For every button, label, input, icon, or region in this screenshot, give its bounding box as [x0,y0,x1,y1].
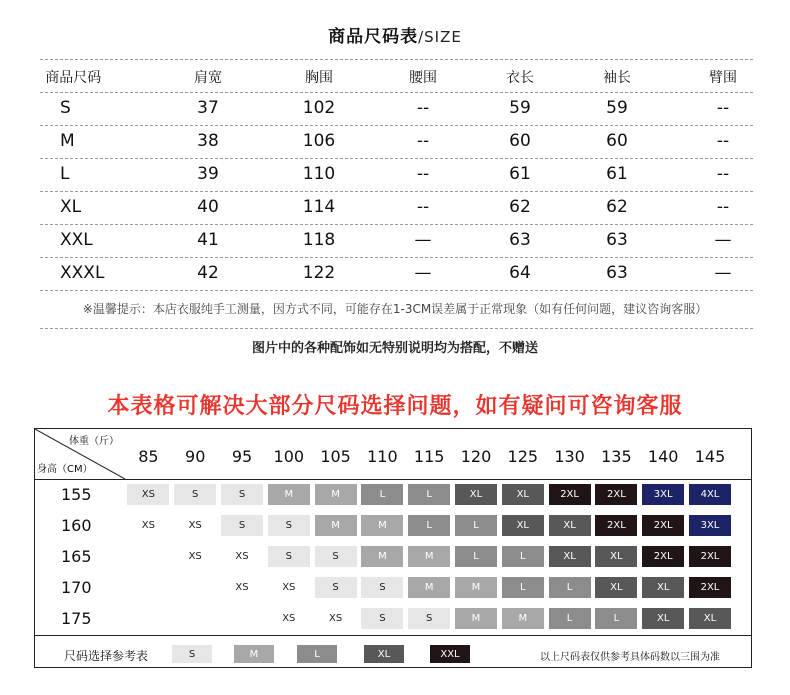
height-label: 175 [61,609,92,628]
legend-swatch: M [234,645,274,663]
size-value: 62 [509,197,531,217]
size-cell: XL [549,546,591,567]
header-cell: 臂围 [709,70,737,86]
legend-swatch: L [297,645,337,663]
size-row [40,127,753,160]
size-cell: XL [595,546,637,567]
size-label: S [60,98,71,118]
size-value: -- [416,131,430,151]
weight-header: 120 [460,447,492,466]
weight-header: 125 [507,447,539,466]
legend-note: 以上尺码表仅供参考具体码数以三围为准 [540,652,720,663]
size-value: 41 [197,230,219,250]
row-divider [40,125,753,126]
size-cell: XL [455,484,497,505]
size-table-title-cn: 商品尺码表 [328,27,419,47]
size-value: 114 [302,197,336,217]
header-cell: 商品尺码 [45,70,102,86]
size-cell: L [455,546,497,567]
size-cell: M [408,577,450,598]
size-cell: XS [221,577,263,598]
size-cell: L [408,484,450,505]
size-value: 40 [197,197,219,217]
row-divider [40,257,753,258]
size-value: 61 [509,164,531,184]
size-table-title-en: /SIZE [418,28,462,46]
size-label: XXXL [60,263,105,283]
header-cell: 腰围 [409,70,437,86]
size-cell: 2XL [689,546,731,567]
size-value: 59 [509,98,531,118]
size-cell: L [502,577,544,598]
size-cell: M [315,484,357,505]
size-cell: XL [595,577,637,598]
weight-header: 100 [273,447,305,466]
size-cell: XS [315,608,357,629]
size-cell: M [315,515,357,536]
size-cell: 2XL [595,515,637,536]
size-cell: M [268,484,310,505]
size-value: -- [716,131,730,151]
size-value: 60 [509,131,531,151]
header-cell: 袖长 [603,70,631,86]
size-cell: L [549,577,591,598]
size-cell: M [361,546,403,567]
size-cell: 2XL [642,546,684,567]
height-label: 160 [61,516,92,535]
size-label: L [60,164,70,184]
grid-corner [35,429,125,479]
size-cell: 3XL [642,484,684,505]
size-value: — [414,230,432,250]
row-divider [40,224,753,225]
header-cell: 衣长 [506,70,534,86]
size-value: 63 [606,263,628,283]
weight-header: 145 [694,447,726,466]
legend-swatch: XXL [430,645,470,663]
size-cell: M [455,608,497,629]
size-label: XL [60,197,82,217]
size-value: 38 [197,131,219,151]
size-cell: S [315,546,357,567]
size-cell: XS [174,515,216,536]
weight-header: 105 [320,447,351,466]
grid-header-line [35,479,751,480]
weight-header: 140 [647,447,679,466]
height-label: 155 [61,485,92,504]
size-cell: S [408,608,450,629]
size-value: -- [716,98,730,118]
headline: 本表格可解决大部分尺码选择问题，如有疑问可咨询客服 [107,394,683,419]
size-value: — [714,230,732,250]
height-label: 170 [61,578,92,597]
weight-header: 130 [554,447,585,466]
size-cell: S [174,484,216,505]
size-cell: S [315,577,357,598]
weight-header: 95 [231,447,253,466]
size-value: 61 [606,164,628,184]
size-value: 39 [197,164,219,184]
size-cell: M [502,608,544,629]
size-value: -- [716,197,730,217]
size-cell: XL [549,515,591,536]
size-cell: 2XL [642,515,684,536]
height-label: 165 [61,547,92,566]
size-cell: 3XL [689,515,731,536]
legend-swatch: S [172,645,212,663]
size-value: 122 [302,263,336,283]
size-value: 62 [606,197,628,217]
note-divider [40,328,753,329]
size-cell: S [268,515,310,536]
size-value: 64 [509,263,531,283]
size-cell: S [221,484,263,505]
size-label: XXL [60,230,93,250]
size-cell: XS [127,515,169,536]
size-value: 59 [606,98,628,118]
size-value: -- [716,164,730,184]
size-value: -- [416,197,430,217]
height-axis-label: 身高（CM） [37,464,93,475]
size-cell: 2XL [549,484,591,505]
size-value: — [414,263,432,283]
legend-swatch: XL [364,645,404,663]
weight-header: 115 [413,447,445,466]
size-cell: M [361,515,403,536]
size-cell: XS [268,608,310,629]
size-cell: 4XL [689,484,731,505]
size-cell: XS [268,577,310,598]
size-row [40,193,753,226]
size-label: M [60,131,75,151]
size-cell: XL [642,608,684,629]
size-cell: L [502,546,544,567]
size-value: 110 [302,164,336,184]
legend-label: 尺码选择参考表 [64,649,149,663]
header-cell: 肩宽 [194,70,222,86]
size-cell: XL [642,577,684,598]
size-cell: L [595,608,637,629]
size-value: 37 [197,98,219,118]
size-cell: XS [127,484,169,505]
weight-header: 110 [367,447,398,466]
weight-axis-label: 体重（斤） [69,436,119,447]
size-cell: S [361,577,403,598]
size-value: 118 [302,230,336,250]
size-cell: M [455,577,497,598]
size-cell: S [268,546,310,567]
size-value: 102 [302,98,336,118]
size-cell: XL [689,608,731,629]
size-value: -- [416,164,430,184]
weight-header: 135 [601,447,632,466]
size-value: -- [416,98,430,118]
size-table-header [40,62,753,95]
size-table-title [0,22,790,47]
size-cell: S [361,608,403,629]
size-value: 63 [509,230,531,250]
size-cell: 2XL [595,484,637,505]
size-value: 60 [606,131,628,151]
size-cell: L [549,608,591,629]
size-value: 63 [606,230,628,250]
grid-footer-line [35,635,751,636]
size-cell: M [408,546,450,567]
size-value: 42 [197,263,219,283]
size-cell: L [361,484,403,505]
size-row [40,160,753,193]
row-divider [40,59,753,60]
size-row [40,259,753,292]
size-row [40,94,753,127]
weight-header: 85 [138,447,159,466]
header-cell: 胸围 [305,70,333,86]
size-cell: L [408,515,450,536]
size-row [40,226,753,259]
row-divider [40,92,753,93]
row-divider [40,290,753,291]
size-value: 106 [302,131,336,151]
row-divider [40,158,753,159]
size-cell: XL [502,515,544,536]
size-cell: S [221,515,263,536]
recommend-grid [34,428,752,668]
size-cell: L [455,515,497,536]
size-cell: XS [174,546,216,567]
accessory-note: 图片中的各种配饰如无特别说明均为搭配，不赠送 [251,341,538,356]
measure-note: ※温馨提示：本店衣服纯手工测量，因方式不同，可能存在1-3CM误差属于正常现象（如有任何问题，建议咨询客服） [82,302,708,316]
size-cell: XS [221,546,263,567]
size-cell: XL [502,484,544,505]
weight-header: 90 [185,447,206,466]
size-cell: 2XL [689,577,731,598]
row-divider [40,191,753,192]
size-value: — [714,263,732,283]
